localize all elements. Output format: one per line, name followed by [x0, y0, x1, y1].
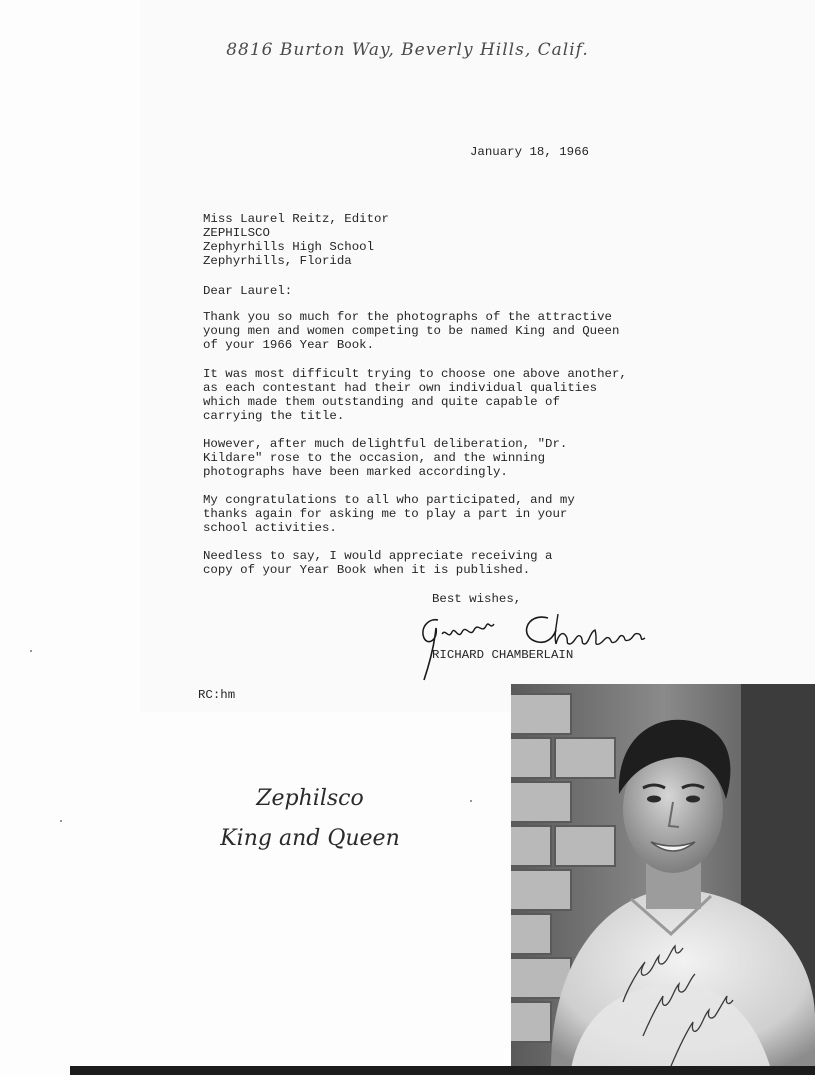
salutation: Dear Laurel: [203, 284, 293, 298]
recipient-line-city: Zephyrhills, Florida [203, 254, 352, 268]
scan-speck [30, 650, 32, 652]
letter-date: January 18, 1966 [470, 145, 589, 159]
closing: Best wishes, [432, 592, 522, 606]
paragraph-congratulations: My congratulations to all who participated, and my thanks again for asking me to play a part in your school activities. [203, 493, 575, 535]
recipient-line-org: ZEPHILSCO [203, 226, 270, 240]
paragraph-thanks: Thank you so much for the photographs of the attractive young men and women competing to be named King and Queen of your 1966 Year Book. [203, 310, 620, 352]
yearbook-title-line1: Zephilsco [256, 786, 364, 811]
scan-edge-bar [70, 1066, 815, 1075]
typist-initials: RC:hm [198, 688, 236, 702]
letterhead-address: 8816 Burton Way, Beverly Hills, Calif. [226, 40, 589, 60]
portrait-illustration [511, 684, 815, 1069]
recipient-address [203, 212, 389, 268]
recipient-line-school: Zephyrhills High School [203, 240, 375, 254]
paragraph-decision: However, after much delightful deliberation, "Dr. Kildare" rose to the occasion, and the winning photographs have been marked accordingly. [203, 437, 568, 479]
autographed-photo [511, 684, 815, 1069]
yearbook-title-line2: King and Queen [220, 826, 400, 851]
paragraph-difficulty: It was most difficult trying to choose one above another, as each contestant had their own individual qualities which made them outstanding and quite capable of carrying the title. [203, 367, 627, 423]
handwritten-signature [398, 598, 688, 688]
typed-signature-name: RICHARD CHAMBERLAIN [432, 648, 574, 662]
paragraph-request: Needless to say, I would appreciate receiving a copy of your Year Book when it is published. [203, 549, 553, 577]
recipient-line-name: Miss Laurel Reitz, Editor [203, 212, 389, 226]
scan-speck [470, 800, 472, 802]
scan-speck [60, 820, 62, 822]
